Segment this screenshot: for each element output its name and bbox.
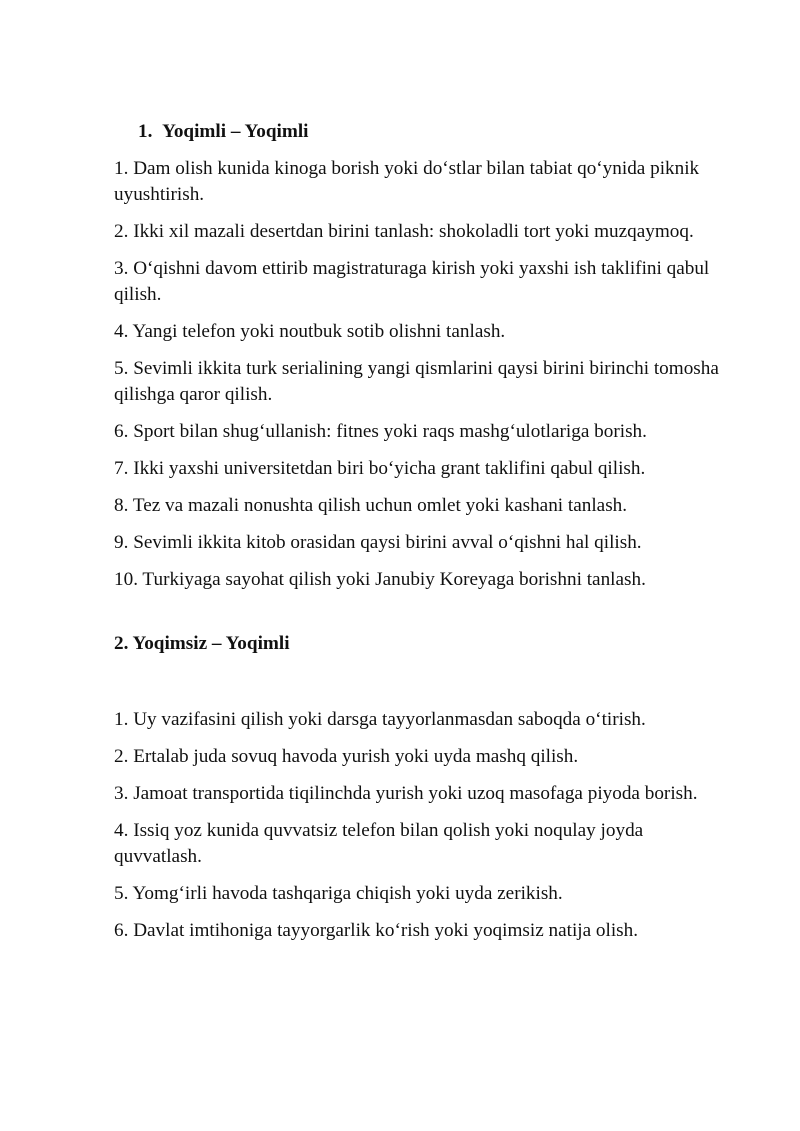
list-item: 1. Uy vazifasini qilish yoki darsga tayyorlanmasdan saboqda o‘tirish. xyxy=(114,709,646,730)
list-item: 7. Ikki yaxshi universitetdan biri bo‘yicha grant taklifini qabul qilish. xyxy=(114,458,646,479)
list-item: 8. Tez va mazali nonushta qilish uchun omlet yoki kashani tanlash. xyxy=(114,495,628,516)
list-item: 6. Davlat imtihoniga tayyorgarlik ko‘rish yoki yoqimsiz natija olish. xyxy=(114,920,639,941)
list-item: 1. Dam olish kunida kinoga borish yoki do‘stlar bilan tabiat qo‘ynida piknik uyushtirish. xyxy=(114,158,700,205)
list-item: 3. Jamoat transportida tiqilinchda yurish yoki uzoq masofaga piyoda borish. xyxy=(114,783,698,804)
section-1-heading xyxy=(114,119,734,145)
list-item: 5. Yomg‘irli havoda tashqariga chiqish yoki uyda zerikish. xyxy=(114,883,563,904)
list-item: 10. Turkiyaga sayohat qilish yoki Janubiy Koreyaga borishni tanlash. xyxy=(114,569,646,590)
list-item: 2. Ikki xil mazali desertdan birini tanlash: shokoladli tort yoki muzqaymoq. xyxy=(114,221,694,242)
list-item: 3. O‘qishni davom ettirib magistraturaga kirish yoki yaxshi ish taklifini qabul qilish. xyxy=(114,258,710,305)
list-item: 2. Ertalab juda sovuq havoda yurish yoki uyda mashq qilish. xyxy=(114,746,579,767)
section-2-list xyxy=(114,707,734,944)
list-item: 5. Sevimli ikkita turk serialining yangi qismlarini qaysi birini birinchi tomosha qilishga qaror qilish. xyxy=(114,358,719,405)
section-1-title: Yoqimli – Yoqimli xyxy=(162,121,309,142)
list-item: 6. Sport bilan shug‘ullanish: fitnes yoki raqs mashg‘ulotlariga borish. xyxy=(114,421,647,442)
document-content xyxy=(114,119,734,955)
section-2-heading: 2. Yoqimsiz – Yoqimli xyxy=(114,633,290,654)
list-item: 4. Yangi telefon yoki noutbuk sotib olishni tanlash. xyxy=(114,321,506,342)
section-1-number: 1. xyxy=(138,121,153,142)
list-item: 4. Issiq yoz kunida quvvatsiz telefon bilan qolish yoki noqulay joyda quvvatlash. xyxy=(114,820,644,867)
section-1-list xyxy=(114,156,734,593)
list-item: 9. Sevimli ikkita kitob orasidan qaysi birini avval o‘qishni hal qilish. xyxy=(114,532,642,553)
